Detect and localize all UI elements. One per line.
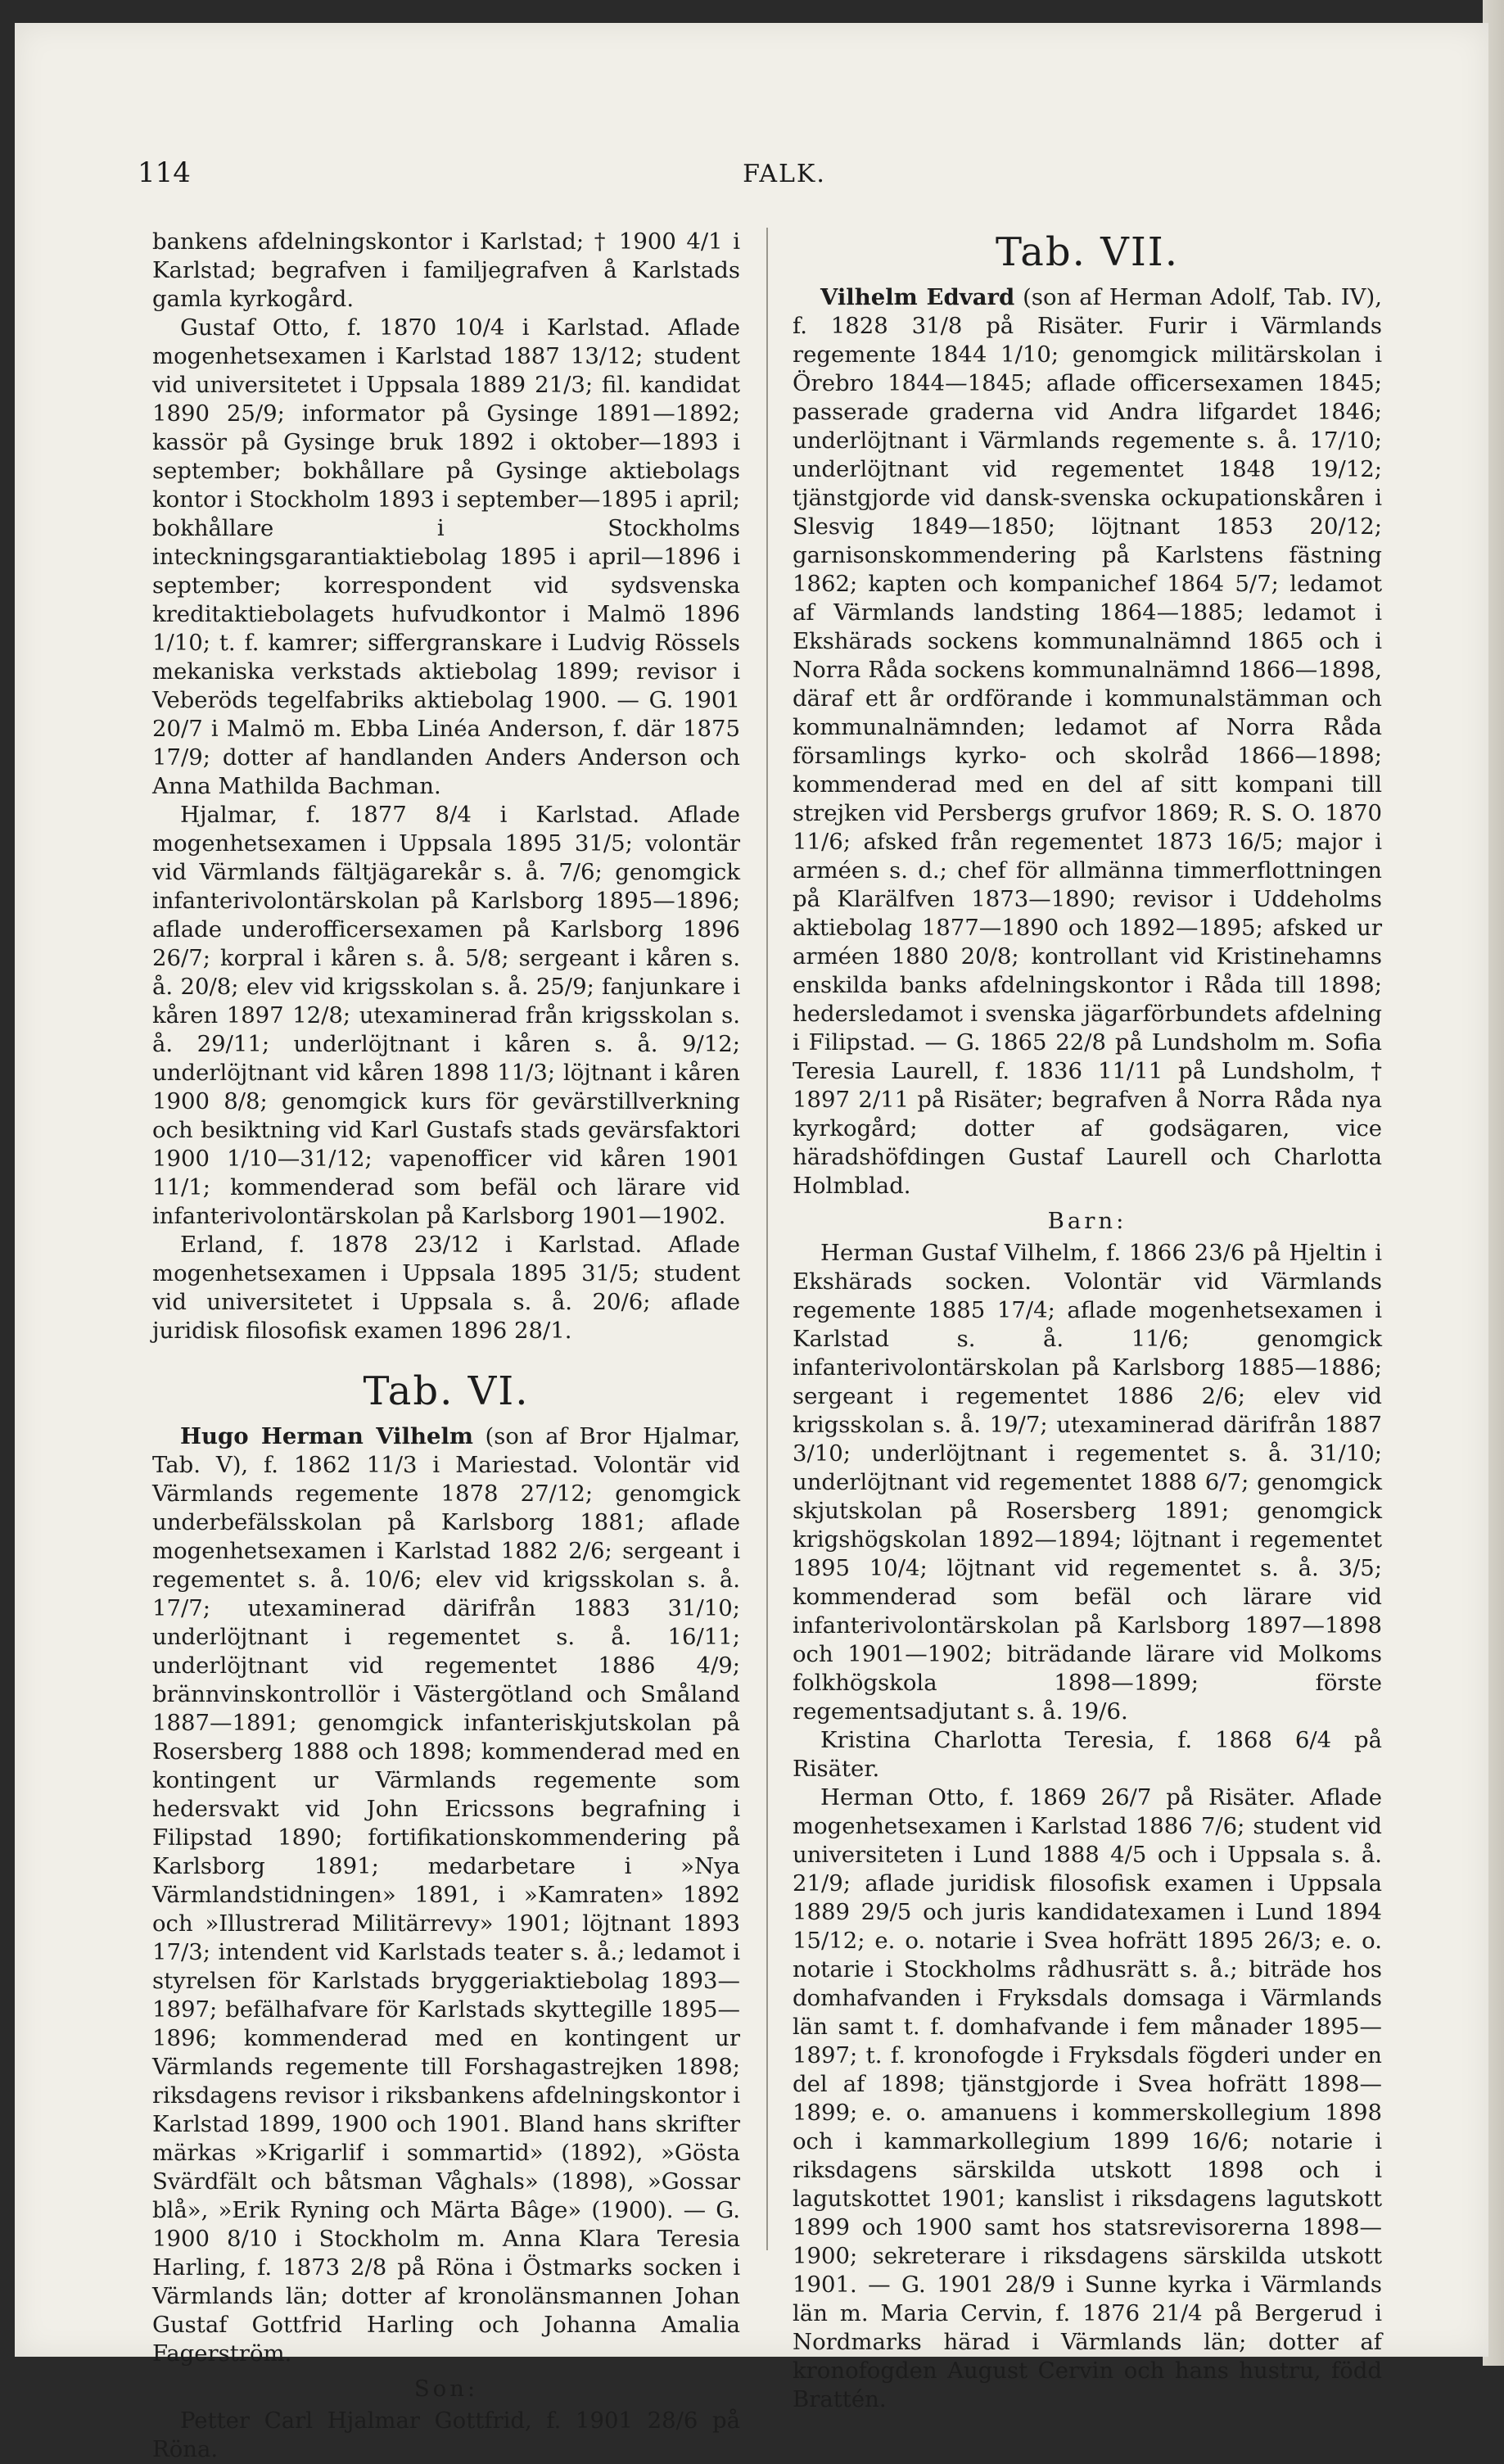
running-head <box>138 156 1431 206</box>
tab-vii-heading: Tab. VII. <box>996 229 1179 275</box>
column-divider <box>766 228 768 2250</box>
paragraph-tab-vii <box>793 283 1382 1200</box>
child-entry: Kristina Charlotta Teresia, f. 1868 6/4 på Risäter. <box>793 1727 1382 1782</box>
book-page <box>15 23 1488 2462</box>
paragraph: bankens afdelningskontor i Karlstad; † 1900 4/1 i Karlstad; begrafven i familjegrafven å Karlstads gamla kyrkogård. <box>152 228 740 312</box>
paragraph-erland: Erland, f. 1878 23/12 i Karlstad. Aflade mogenhetsexamen i Uppsala 1895 31/5; student vid universitetet i Uppsala s. å. 20/6; aflade juridisk filosofisk examen 1896 28/1. <box>152 1232 740 1344</box>
person-name: Vilhelm Edvard <box>820 284 1015 310</box>
page-number: 114 <box>138 156 191 189</box>
paragraph-tab-vi <box>152 1422 740 2368</box>
tab-vi-heading: Tab. VI. <box>363 1368 530 1414</box>
right-column <box>793 228 1382 2414</box>
children-label: Barn: <box>1047 1208 1127 1234</box>
child-entry: Herman Otto, f. 1869 26/7 på Risäter. Aflade mogenhetsexamen i Karlstad 1886 7/6; student vid universiteten i Lund 1888 4/5 och i Uppsala s. å. 21/9; aflade juridisk filosofisk examen i Uppsala 1889 29/5 och juris kandidatexamen i Lund 1894 15/12; e. o. notarie i Svea hofrätt 1895 26/3; e. o. notarie i Stockholms rådhusrätt s. å.; biträde hos domhafvanden i Fryksdals domsaga i Värmlands län samt t. f. domhafvande i fem månader 1895—1897; t. f. kronofogde i Fryksdals fögderi under en del af 1898; tjänstgjorde i Svea hofrätt 1898—1899; e. o. amanuens i kommerskollegium 1898 och i kammarkollegium 1899 16/6; notarie i riksdagens särskilda utskott 1898 och i lagutskottet 1901; kanslist i riksdagens lagutskott 1899 och 1900 samt hos statsrevisorerna 1898—1900; sekreterare i riksdagens särskilda utskott 1901. — G. 1901 28/9 i Sunne kyrka i Värmlands län m. Maria Cervin, f. 1876 21/4 på Bergerud i Nordmarks härad i Värmlands län; dotter af kronofogden August Cervin och hans hustru, född Brattén. <box>793 1784 1382 2412</box>
person-name: Hugo Herman Vilhelm <box>180 1423 473 1449</box>
son-entry: Petter Carl Hjalmar Gottfrid, f. 1901 28/6 på Röna. <box>152 2407 740 2462</box>
person-text: (son af Bror Hjalmar, Tab. V), f. 1862 11/3 i Mariestad. Volontär vid Värmlands regemente 1878 27/12; genomgick underbefälsskolan på Karlsborg 1881; aflade mogenhetsexamen i Karlstad 1882 2/6; sergeant i regementet s. å. 10/6; elev vid krigsskolan s. å. 17/7; utexaminerad därifrån 1883 31/10; underlöjtnant i regementet s. å. 16/11; underlöjtnant vid regementet 1886 4/9; brännvinskontrollör i Västergötland och Småland 1887—1891; genomgick infanteriskjutskolan på Rosersberg 1888 och 1898; kommenderad med en kontingent ur Värmlands regemente som hedersvakt vid John Ericssons begrafning i Filipstad 1890; fortifikationskommendering på Karlsborg 1891; medarbetare i »Nya Värmlandstidningen» 1891, i »Kamraten» 1892 och »Illustrerad Militärrevy» 1901; löjtnant 1893 17/3; intendent vid Karlstads teater s. å.; ledamot i styrelsen för Karlstads bryggeriaktiebolag 1893—1897; befälhafvare för Karlstads skyttegille 1895—1896; kommenderad med en kontingent ur Värmlands regemente till Forshagastrejken 1898; riksdagens revisor i riksbankens afdelningskontor i Karlstad 1899, 1900 och 1901. Bland hans skrifter märkas »Krigarlif i sommartid» (1892), »Gösta Svärdfält och båtsman Våghals» (1898), »Gossar blå», »Erik Ryning och Märta Bâge» (1900). — G. 1900 8/10 i Stockholm m. Anna Klara Teresia Harling, f. 1873 2/8 på Röna i Östmarks socken i Värmlands län; dotter af kronolänsmannen Johan Gustaf Gottfrid Harling och Johanna Amalia Fagerström. <box>152 1423 741 2367</box>
person-text: (son af Herman Adolf, Tab. IV), f. 1828 31/8 på Risäter. Furir i Värmlands regemente 1844 1/10; genomgick militärskolan i Örebro 1844—1845; aflade officersexamen 1845; passerade graderna vid Andra lifgardet 1846; underlöjtnant i Värmlands regemente s. å. 17/10; underlöjtnant vid regementet 1848 19/12; tjänstgjorde vid dansk-svenska ockupationskåren i Slesvig 1849—1850; löjtnant 1853 20/12; garnisonskommendering på Karlstens fästning 1862; kapten och kompanichef 1864 5/7; ledamot af Värmlands landsting 1864—1885; ledamot i Ekshärads sockens kommunalnämnd 1865 och i Norra Råda sockens kommunalnämnd 1866—1898, däraf ett år ordförande i kommunalstämman och kommunalnämnden; ledamot af Norra Råda församlings kyrko- och skolråd 1866—1898; kommenderad med en del af sitt kompani till strejken vid Persbergs grufvor 1869; R. S. O. 1870 11/6; afsked från regementet 1873 16/5; major i arméen s. d.; chef för allmänna timmerflottningen på Klarälfven 1873—1890; revisor i Uddeholms aktiebolag 1877—1890 och 1892—1895; afsked ur arméen 1880 20/8; kontrollant vid Kristinehamns enskilda banks afdelningskontor i Råda till 1898; hedersledamot i svenska jägarförbundets afdelning i Filipstad. — G. 1865 22/8 på Lundsholm m. Sofia Teresia Laurell, f. 1836 11/11 på Lundsholm, † 1897 2/11 på Risäter; begrafven å Norra Råda nya kyrkogård; dotter af godsägaren, vice häradshöfdingen Gustaf Laurell och Charlotta Holmblad. <box>793 284 1382 1199</box>
child-entry: Herman Gustaf Vilhelm, f. 1866 23/6 på Hjeltin i Ekshärads socken. Volontär vid Värmlands regemente 1885 17/4; aflade mogenhetsexamen i Karlstad s. å. 11/6; genomgick infanterivolontärskolan på Karlsborg 1885—1886; sergeant i regementet 1886 2/6; elev vid krigsskolan s. å. 19/7; utexaminerad därifrån 1887 3/10; underlöjtnant i regementet s. å. 31/10; underlöjtnant vid regementet 1888 6/7; genomgick skjutskolan på Rosersberg 1891; genomgick krigshögskolan 1892—1894; löjtnant i regementet 1895 10/4; löjtnant vid regementet s. å. 3/5; kommenderad som befäl och lärare vid infanterivolontärskolan på Karlsborg 1897—1898 och 1901—1902; biträdande lärare vid Molkoms folkhögskola 1898—1899; förste regementsadjutant s. å. 19/6. <box>793 1240 1382 1725</box>
paragraph-hjalmar: Hjalmar, f. 1877 8/4 i Karlstad. Aflade mogenhetsexamen i Uppsala 1895 31/5; volontär vid Värmlands fältjägarekår s. å. 7/6; genomgick infanterivolontärskolan på Karlsborg 1895—1896; aflade underofficersexamen på Karlsborg 1896 26/7; korpral i kåren s. å. 5/8; sergeant i kåren s. å. 20/8; elev vid krigsskolan s. å. 25/9; fanjunkare i kåren 1897 12/8; utexaminerad från krigsskolan s. å. 29/11; underlöjtnant i kåren s. å. 9/12; underlöjtnant vid kåren 1898 11/3; löjtnant i kåren 1900 8/8; genomgick kurs för gevärstillverkning och besiktning vid Karl Gustafs stads gevärsfaktori 1900 1/10—31/12; vapenofficer vid kåren 1901 11/1; kommenderad som befäl och lärare vid infanterivolontärskolan på Karlsborg 1901—1902. <box>152 802 740 1229</box>
paragraph-gustaf-otto: Gustaf Otto, f. 1870 10/4 i Karlstad. Aflade mogenhetsexamen i Karlstad 1887 13/12; student vid universitetet i Uppsala 1889 21/3; fil. kandidat 1890 25/9; informator på Gysinge 1891—1892; kassör på Gysinge bruk 1892 i oktober—1893 i september; bokhållare på Gysinge aktiebolags kontor i Stockholm 1893 i september—1895 i april; bokhållare i Stockholms inteckningsgarantiaktiebolag 1895 i april—1896 i september; korrespondent vid sydsvenska kreditaktiebolagets hufvudkontor i Malmö 1896 1/10; t. f. kamrer; siffergranskare i Ludvig Rössels mekaniska verkstads aktiebolag 1899; revisor i Veberöds tegelfabriks aktiebolag 1900. — G. 1901 20/7 i Malmö m. Ebba Linéa Anderson, f. där 1875 17/9; dotter af handlanden Anders Anderson och Anna Mathilda Bachman. <box>152 314 740 799</box>
left-column <box>152 228 740 2464</box>
son-label: Son: <box>413 2376 479 2402</box>
running-title: FALK. <box>743 160 826 188</box>
